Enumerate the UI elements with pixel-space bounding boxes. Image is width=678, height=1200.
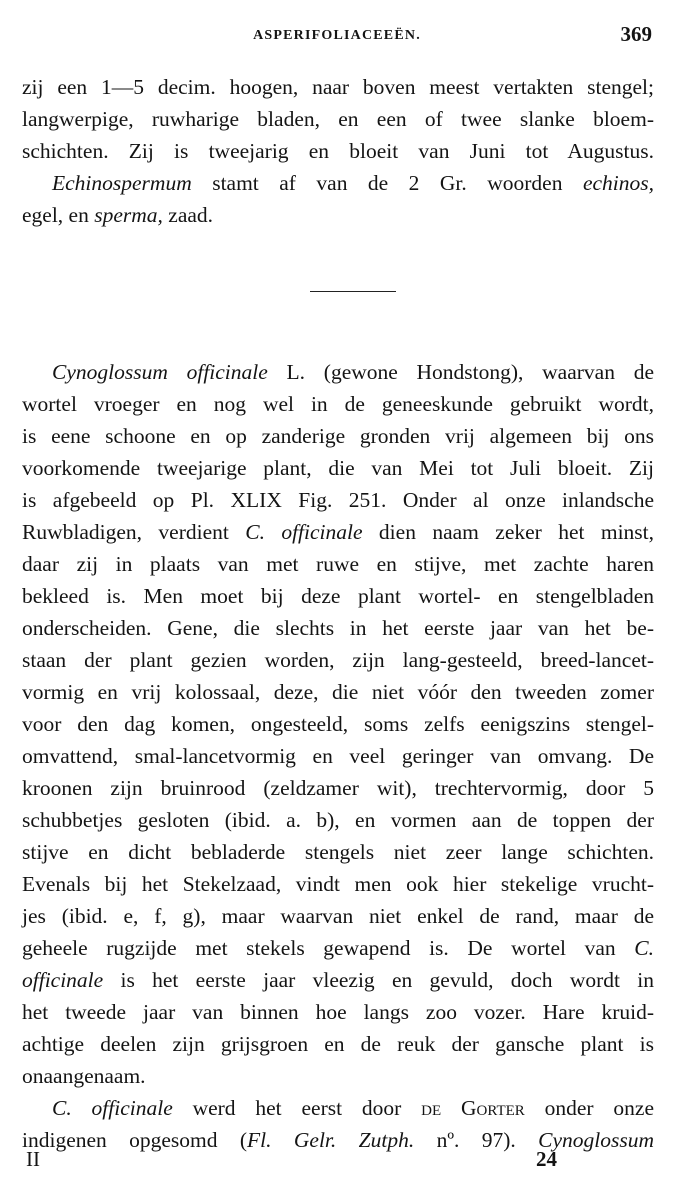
text-line: is afgebeeld op Pl. XLIX Fig. 251. Onder al onze inlandsche (22, 488, 654, 512)
text-line: bekleed is. Men moet bij deze plant wortel- en stengelbladen (22, 584, 654, 608)
text-line: kroonen zijn bruinrood (zeldzamer wit), trechtervormig, door 5 (22, 776, 654, 800)
text-span: Ruwbladigen, verdient (22, 520, 246, 544)
text-line (22, 1124, 654, 1156)
text-line: daar zij in plaats van met ruwe en stijve, met zachte haren (22, 552, 654, 576)
genus-name: Cynoglossum (538, 1128, 654, 1152)
text-line: staan der plant gezien worden, zijn lang-gesteeld, breed-lancet- (22, 648, 654, 672)
text-line: stijve en dicht bebladerde stengels niet zeer lange schichten. (22, 840, 654, 864)
text-line: jes (ibid. e, f, g), maar waarvan niet enkel de rand, maar de (22, 904, 654, 928)
species-name: C. officinale (245, 520, 363, 544)
text-line (22, 932, 654, 964)
greek-term: sperma, (94, 203, 163, 227)
text-line (52, 1092, 654, 1124)
text-line (22, 516, 654, 548)
page-header (22, 22, 652, 52)
signature-mark: II (26, 1147, 40, 1171)
species-name: C. officinale (52, 1096, 173, 1120)
text-span: L. (gewone Hondstong), waarvan de (267, 360, 654, 384)
section-divider (310, 291, 396, 292)
species-name: officinale (22, 968, 104, 992)
text-line: wortel vroeger en nog wel in de geneeskunde gebruikt wordt, (22, 392, 654, 416)
text-line (22, 964, 654, 996)
sheet-number: 24 (536, 1147, 557, 1171)
text-span: werd het eerst door (172, 1096, 422, 1120)
text-line: zij een 1—5 decim. hoogen, naar boven meest vertakten stengel; (22, 75, 654, 99)
text-span: dien naam zeker het minst, (362, 520, 655, 544)
text-line: Evenals bij het Stekelzaad, vindt men ook hier stekelige vrucht- (22, 872, 654, 896)
text-line (52, 167, 654, 199)
text-line: onderscheiden. Gene, die slechts in het eerste jaar van het be- (22, 616, 654, 640)
text-line: het tweede jaar van binnen hoe langs zoo vozer. Hare kruid- (22, 1000, 654, 1024)
text-line: omvattend, smal-lancetvormig en veel geringer van omvang. De (22, 744, 654, 768)
text-span: egel, en (22, 203, 95, 227)
citation: Fl. Gelr. Zutph. (247, 1128, 415, 1152)
text-span: indigenen opgesomd ( (22, 1128, 248, 1152)
greek-term: echinos, (582, 171, 654, 195)
text-line: schichten. Zij is tweejarig en bloeit van Juni tot Augustus. (22, 139, 654, 163)
text-span: zaad. (162, 203, 214, 227)
genus-name: Echinospermum (52, 171, 192, 195)
text-span: geheele rugzijde met stekels gewapend is. De wortel van (22, 936, 635, 960)
text-line: achtige deelen zijn grijsgroen en de reuk der gansche plant is (22, 1032, 654, 1056)
text-line: voorkomende tweejarige plant, die van Mei tot Juli bloeit. Zij (22, 456, 654, 480)
species-name: Cynoglossum officinale (52, 360, 268, 384)
text-line (22, 199, 654, 231)
text-line: onaangenaam. (22, 1064, 146, 1088)
page-number: 369 (620, 22, 652, 46)
text-line: voor den dag komen, ongesteeld, soms zelfs eenigszins stengel- (22, 712, 654, 736)
running-title: ASPERIFOLIACEEËN. (253, 28, 421, 43)
author-name: de Gorter (421, 1096, 525, 1120)
text-span: onder onze (524, 1096, 654, 1120)
text-line: vormig en vrij kolossaal, deze, die niet vóór den tweeden zomer (22, 680, 654, 704)
text-span: stamt af van de 2 Gr. woorden (191, 171, 583, 195)
text-span: nº. 97). (414, 1128, 539, 1152)
text-line: schubbetjes gesloten (ibid. a. b), en vormen aan de toppen der (22, 808, 654, 832)
text-line: is eene schoone en op zanderige gronden vrij algemeen bij ons (22, 424, 654, 448)
text-span: is het eerste jaar vleezig en gevuld, doch wordt in (103, 968, 654, 992)
text-line: langwerpige, ruwharige bladen, en een of twee slanke bloem- (22, 107, 654, 131)
text-line (52, 356, 654, 388)
species-name: C. (634, 936, 654, 960)
